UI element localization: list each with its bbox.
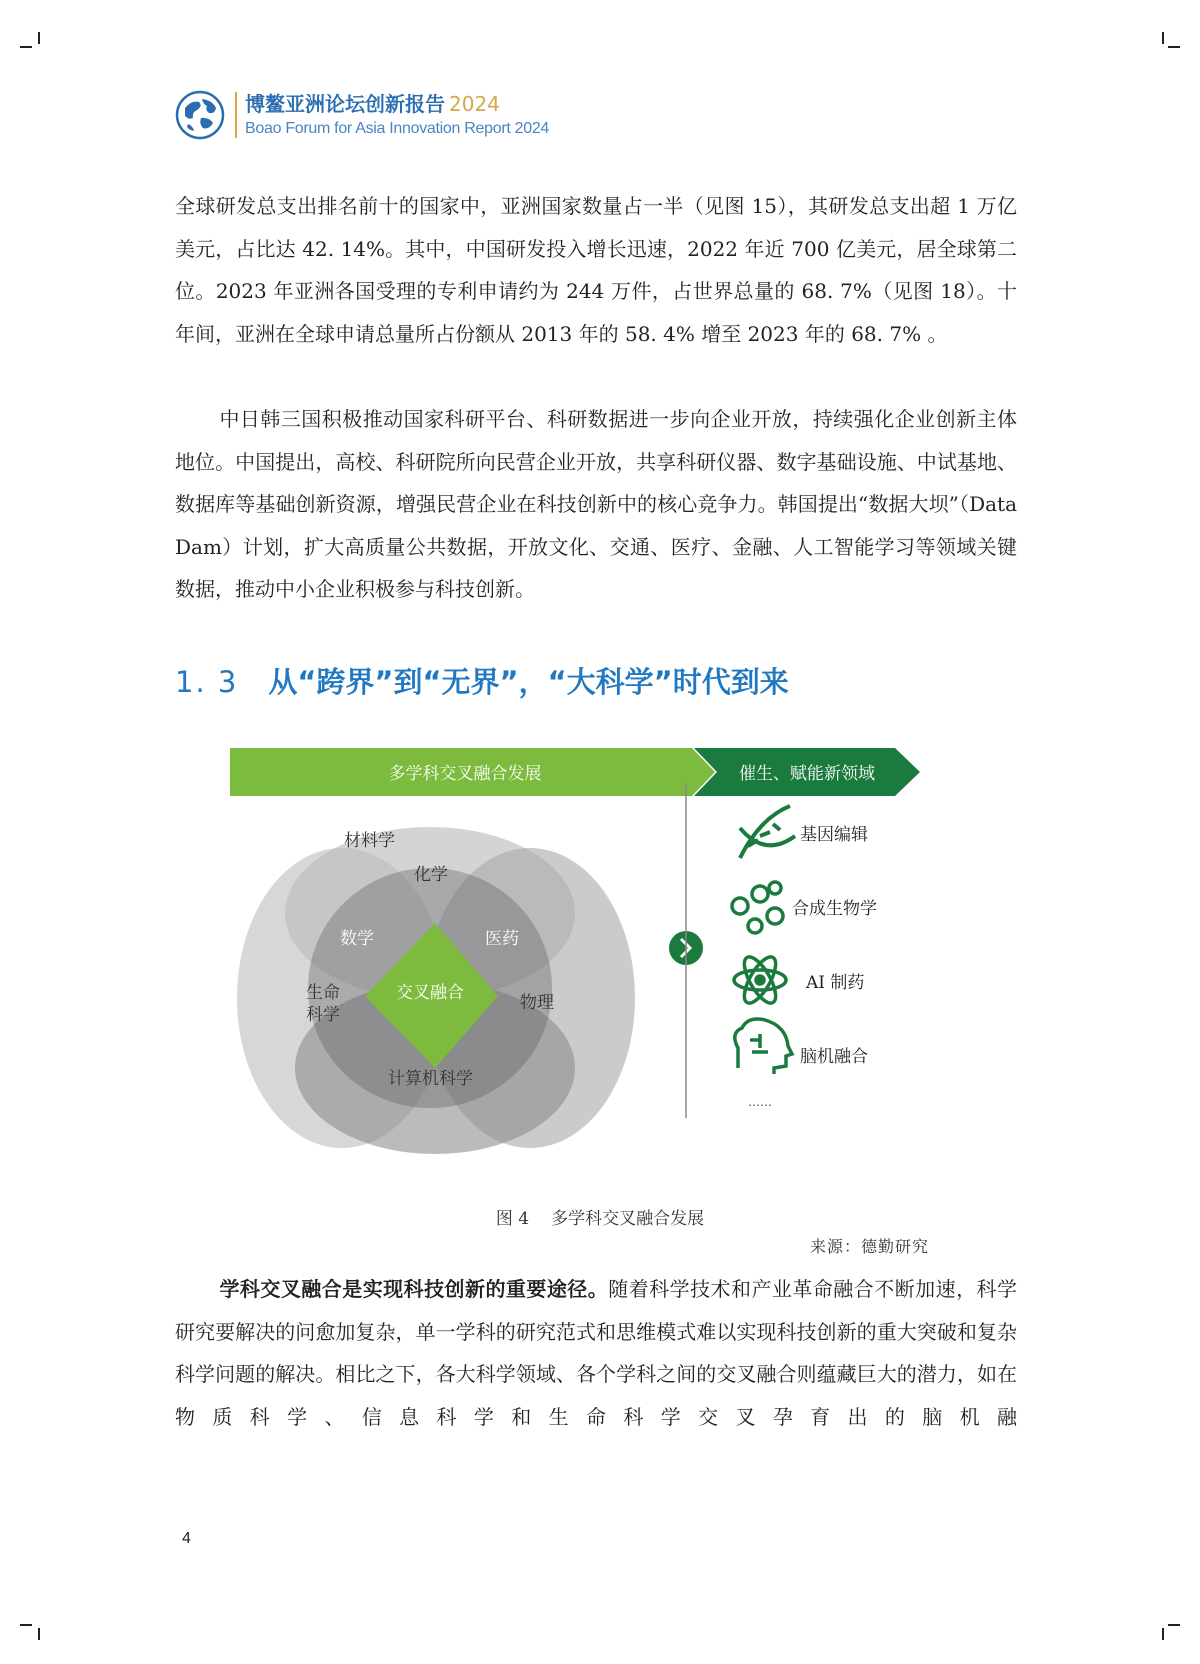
molecule-icon xyxy=(732,882,783,933)
dna-icon xyxy=(740,806,795,858)
crop-mark-bottom-right xyxy=(1158,1620,1182,1644)
paragraph-2-text: 中日韩三国积极推动国家科研平台、科研数据进一步向企业开放，持续强化企业创新主体地位。中国提出，高校、科研院所向民营企业开放，共享科研仪器、数字基础设施、中试基地、数据库等基础创新资源，增强民营企业在科技创新中的核心竞争力。韩国提出“数据大坝”（Data Dam）计划，扩大高质量公共数据，开放文化、交通、医疗、金融、人工智能学习等领域关键数据，推动中小企业积极参与科技创新。 xyxy=(175,407,1017,601)
label-medicine: 医药 xyxy=(485,929,519,949)
label-chemistry: 化学 xyxy=(414,865,448,885)
label-math: 数学 xyxy=(340,929,374,949)
report-year: 2024 xyxy=(449,92,500,116)
figure-diagram xyxy=(230,748,970,1178)
label-physics: 物理 xyxy=(520,993,554,1013)
field-ai-pharma: AI 制药 xyxy=(806,973,865,993)
label-materials: 材料学 xyxy=(344,831,395,851)
report-title-text: 博鳌亚洲论坛创新报告 xyxy=(245,92,445,116)
section-heading xyxy=(175,660,789,701)
atom-icon xyxy=(734,952,786,1007)
paragraph-3-text: 随着科学技术和产业革命融合不断加速，科学研究要解决的问愈加复杂，单一学科的研究范式和思维模式难以实现科技创新的重大突破和复杂科学问题的解决。相比之下，各大科学领域、各个学科之间的交叉融合则蕴藏巨大的潜力，如在物质科学、信息科学和生命科学交叉孕育出的脑机融 xyxy=(175,1277,1018,1429)
header-divider xyxy=(235,92,237,138)
paragraph-2 xyxy=(175,398,1017,611)
report-title-en: Boao Forum for Asia Innovation Report 2024 xyxy=(245,120,550,137)
page-number: 4 xyxy=(182,1530,191,1547)
section-title: 从“跨界”到“无界”，“大科学”时代到来 xyxy=(268,665,789,699)
banner-left-label: 多学科交叉融合发展 xyxy=(388,764,542,784)
section-number: 1. 3 xyxy=(175,665,239,699)
label-life-2: 科学 xyxy=(306,1005,340,1025)
crop-mark-bottom-left xyxy=(20,1620,44,1644)
label-life-1: 生命 xyxy=(306,983,340,1003)
label-center-fusion: 交叉融合 xyxy=(396,983,464,1003)
label-computer-science: 计算机科学 xyxy=(388,1069,473,1089)
field-brain-machine: 脑机融合 xyxy=(800,1047,868,1067)
crop-mark-top-left xyxy=(20,32,44,56)
paragraph-3 xyxy=(175,1268,1017,1438)
field-synthetic-biology: 合成生物学 xyxy=(792,899,877,919)
paragraph-3-lead: 学科交叉融合是实现科技创新的重要途径。 xyxy=(219,1277,609,1301)
banner-right-label: 催生、赋能新领域 xyxy=(739,764,875,784)
figure-source: 来源：德勤研究 xyxy=(810,1237,930,1256)
caption-text: 多学科交叉融合发展 xyxy=(551,1209,705,1229)
globe-logo-icon xyxy=(175,90,225,140)
report-title-cn xyxy=(245,88,500,117)
caption-number: 图 4 xyxy=(495,1209,530,1229)
figure-caption xyxy=(0,1204,1200,1229)
field-ellipsis: …… xyxy=(748,1095,772,1109)
field-gene-editing: 基因编辑 xyxy=(800,825,868,845)
brain-icon xyxy=(735,1019,792,1074)
crop-mark-top-right xyxy=(1158,32,1182,56)
paragraph-1: 全球研发总支出排名前十的国家中，亚洲国家数量占一半（见图 15），其研发总支出超 1 万亿美元，占比达 42. 14%。其中，中国研发投入增长迅速，2022 年近 700 亿美元，居全球第二位。2023 年亚洲各国受理的专利申请约为 244 万件，占世界总量的 68. 7%（见图 18）。十年间，亚洲在全球申请总量所占份额从 2013 年的 58. 4% 增至 2023 年的 68. 7% 。 xyxy=(175,194,1017,346)
